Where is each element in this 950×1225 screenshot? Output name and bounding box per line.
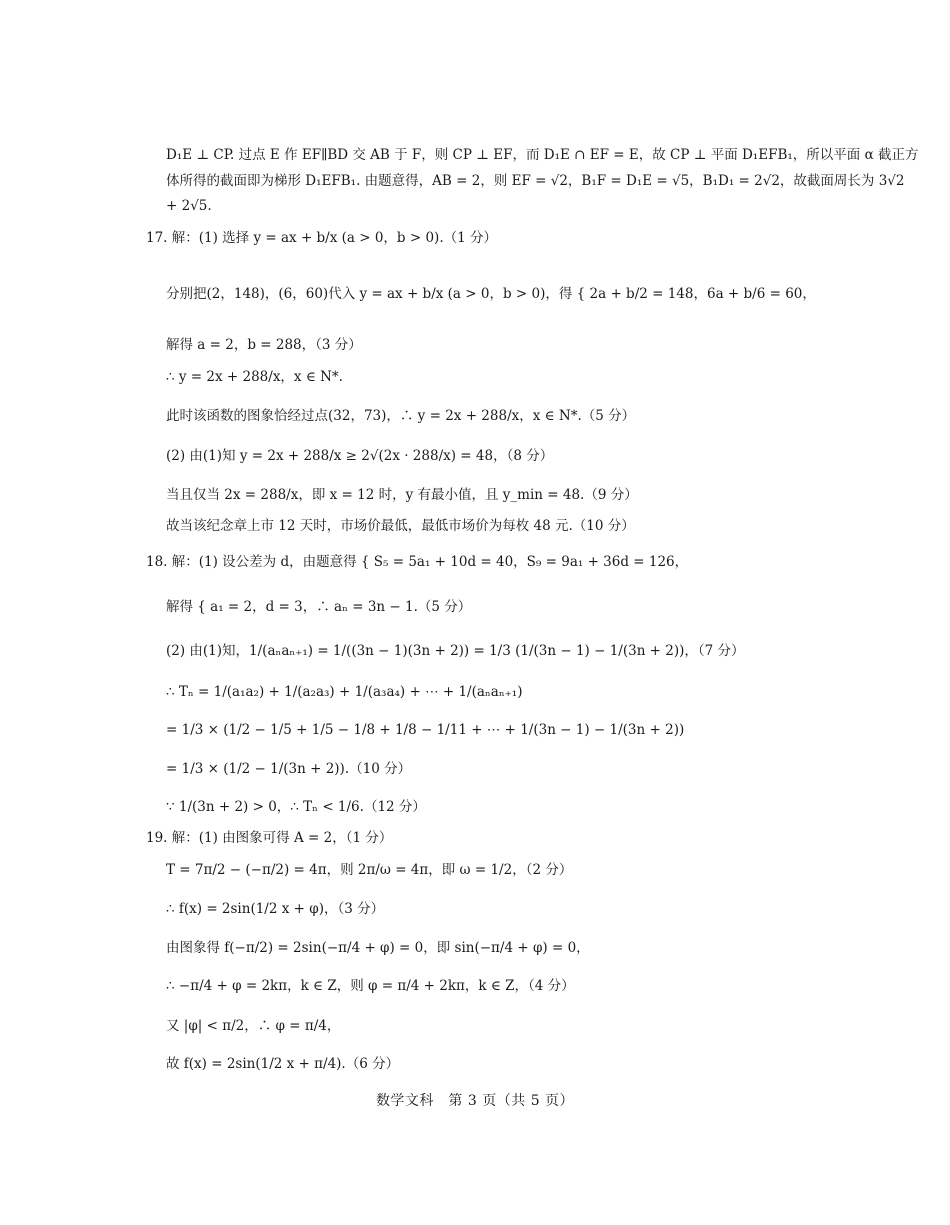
- text-line-q19-7: 故 f(x) = 2sin(1/2 x + π/4).（6 分）: [166, 1056, 400, 1072]
- text-line-q19-3: ∴ f(x) = 2sin(1/2 x + φ)，（3 分）: [166, 901, 385, 917]
- text-line-q17-6: (2) 由(1)知 y = 2x + 288/x ≥ 2√(2x · 288/x) = 48，（8 分）: [166, 448, 554, 464]
- text-line-q19-5: ∴ −π/4 + φ = 2kπ，k ∈ Z，则 φ = π/4 + 2kπ，k ∈ Z，（4 分）: [166, 978, 575, 994]
- text-line-q17-4: ∴ y = 2x + 288/x，x ∈ N*.: [166, 369, 343, 385]
- text-line-1: D₁E ⊥ CP. 过点 E 作 EF∥BD 交 AB 于 F，则 CP ⊥ EF，而 D₁E ∩ EF = E，故 CP ⊥ 平面 D₁EFB₁，所以平面 α 截正方: [166, 147, 919, 163]
- text-line-q17-3: 解得 a = 2，b = 288，（3 分）: [166, 337, 362, 353]
- question-17-heading: 17. 解：(1) 选择 y = ax + b/x (a > 0，b > 0).（1 分）: [146, 230, 497, 246]
- question-18-heading: 18. 解：(1) 设公差为 d，由题意得 { S₅ = 5a₁ + 10d = 40，S₉ = 9a₁ + 36d = 126，: [146, 554, 689, 570]
- text-line-2: 体所得的截面即为梯形 D₁EFB₁. 由题意得，AB = 2，则 EF = √2，B₁F = D₁E = √5，B₁D₁ = 2√2，故截面周长为 3√2: [166, 173, 905, 189]
- text-line-q18-3: (2) 由(1)知，1/(aₙaₙ₊₁) = 1/((3n − 1)(3n + 2)) = 1/3 (1/(3n − 1) − 1/(3n + 2))，（7 分）: [166, 643, 745, 659]
- text-line-q19-4: 由图象得 f(−π/2) = 2sin(−π/4 + φ) = 0，即 sin(−π/4 + φ) = 0，: [166, 940, 590, 956]
- text-line-q17-7: 当且仅当 2x = 288/x，即 x = 12 时，y 有最小值，且 y_min = 48.（9 分）: [166, 487, 638, 503]
- text-line-3: + 2√5.: [166, 198, 212, 214]
- text-line-q17-8: 故当该纪念章上市 12 天时，市场价最低，最低市场价为每枚 48 元.（10 分）: [166, 518, 635, 534]
- text-line-q18-5: = 1/3 × (1/2 − 1/5 + 1/5 − 1/8 + 1/8 − 1/11 + ⋯ + 1/(3n − 1) − 1/(3n + 2)): [166, 722, 685, 738]
- text-line-q17-2: 分别把(2，148)，(6，60)代入 y = ax + b/x (a > 0，b > 0)，得 { 2a + b/2 = 148，6a + b/6 = 60，: [166, 286, 816, 302]
- text-line-q18-2: 解得 { a₁ = 2，d = 3，∴ aₙ = 3n − 1.（5 分）: [166, 599, 472, 615]
- text-line-q19-2: T = 7π/2 − (−π/2) = 4π，则 2π/ω = 4π，即 ω = 1/2，（2 分）: [166, 862, 573, 878]
- page-footer: 数学文科 第 3 页（共 5 页）: [375, 1093, 575, 1109]
- text-line-q17-5: 此时该函数的图象恰经过点(32，73)，∴ y = 2x + 288/x，x ∈ N*.（5 分）: [166, 408, 636, 424]
- question-19-heading: 19. 解：(1) 由图象可得 A = 2，（1 分）: [146, 830, 393, 846]
- text-line-q18-4: ∴ Tₙ = 1/(a₁a₂) + 1/(a₂a₃) + 1/(a₃a₄) + ⋯ + 1/(aₙaₙ₊₁): [166, 684, 523, 700]
- text-line-q18-7: ∵ 1/(3n + 2) > 0，∴ Tₙ < 1/6.（12 分）: [166, 799, 426, 815]
- text-line-q18-6: = 1/3 × (1/2 − 1/(3n + 2)).（10 分）: [166, 761, 412, 777]
- text-line-q19-6: 又 |φ| < π/2，∴ φ = π/4，: [166, 1018, 341, 1034]
